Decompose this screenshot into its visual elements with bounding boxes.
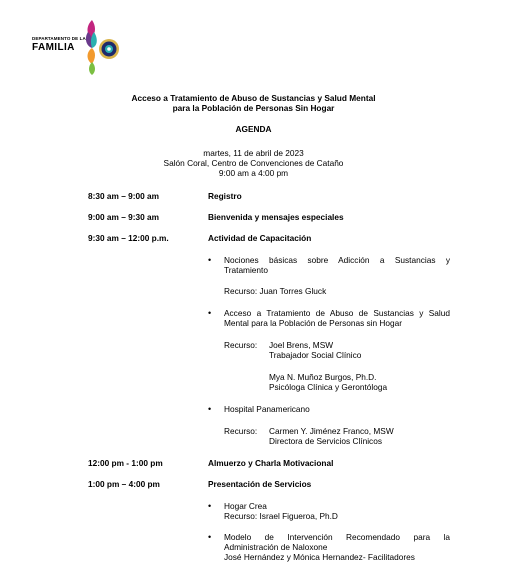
resource-name: Joel Brens, MSW — [269, 340, 334, 350]
agenda-heading: AGENDA — [235, 124, 272, 134]
logo-big-text: FAMILIA — [32, 42, 75, 53]
list-item-text: Modelo de Intervención Recomendado para la — [224, 532, 450, 542]
resource-label: Recurso: — [224, 340, 258, 350]
resource-label: Recurso: — [224, 426, 258, 436]
resource-name: Mya N. Muñoz Burgos, Ph.D. — [269, 372, 377, 382]
seal-icon — [98, 38, 120, 60]
list-item-text: Hogar Crea — [224, 501, 267, 511]
bullet-icon: • — [208, 308, 212, 318]
list-item-text: Nociones básicas sobre Adicción a Sustancias y — [224, 255, 450, 265]
list-item-text: Tratamiento — [224, 265, 268, 275]
event-hours: 9:00 am a 4:00 pm — [218, 168, 289, 178]
title-line-1: Acceso a Tratamiento de Abuso de Sustancias y Salud Mental — [131, 93, 376, 103]
list-item-text: Mental para la Población de Personas sin Hogar — [224, 318, 403, 328]
list-item — [224, 532, 450, 562]
resource-line: Recurso: Juan Torres Gluck — [224, 286, 327, 296]
bullet-icon: • — [208, 255, 212, 265]
title-line-2: para la Población de Personas Sin Hogar — [172, 103, 335, 113]
agenda-activity: Presentación de Servicios — [208, 479, 312, 489]
agenda-activity: Bienvenida y mensajes especiales — [208, 212, 344, 222]
agenda-time: 9:00 am – 9:30 am — [88, 212, 160, 222]
bullet-icon: • — [208, 501, 212, 511]
event-venue: Salón Coral, Centro de Convenciones de Cataño — [163, 158, 344, 168]
agenda-time: 12:00 pm - 1:00 pm — [88, 458, 163, 468]
resource-name: Carmen Y. Jiménez Franco, MSW — [269, 426, 394, 436]
agenda-activity: Registro — [208, 191, 242, 201]
list-item — [224, 308, 450, 328]
list-item-text: Hospital Panamericano — [224, 404, 310, 414]
logo-small-text: DEPARTAMENTO DE LA — [32, 36, 86, 41]
agenda-time: 1:00 pm – 4:00 pm — [88, 479, 160, 489]
resource-role: Psicóloga Clínica y Gerontóloga — [269, 382, 388, 392]
resource-role: Directora de Servicios Clínicos — [269, 436, 382, 446]
list-item-text: Acceso a Tratamiento de Abuso de Sustancias y Salud — [224, 308, 450, 318]
agenda-time: 8:30 am – 9:00 am — [88, 191, 160, 201]
agenda-activity: Almuerzo y Charla Motivacional — [208, 458, 334, 468]
agenda-activity: Actividad de Capacitación — [208, 233, 312, 243]
agenda-time: 9:30 am – 12:00 p.m. — [88, 233, 169, 243]
list-item-text: Administración de Naloxone — [224, 542, 328, 552]
list-item-text: José Hernández y Mónica Hernandez- Facilitadores — [224, 552, 415, 562]
department-logo — [30, 18, 130, 78]
bullet-icon: • — [208, 532, 212, 542]
list-item — [224, 255, 450, 275]
resource-line: Recurso: Israel Figueroa, Ph.D — [224, 511, 338, 521]
bullet-icon: • — [208, 404, 212, 414]
event-date: martes, 11 de abril de 2023 — [203, 148, 304, 158]
resource-role: Trabajador Social Clínico — [269, 350, 362, 360]
